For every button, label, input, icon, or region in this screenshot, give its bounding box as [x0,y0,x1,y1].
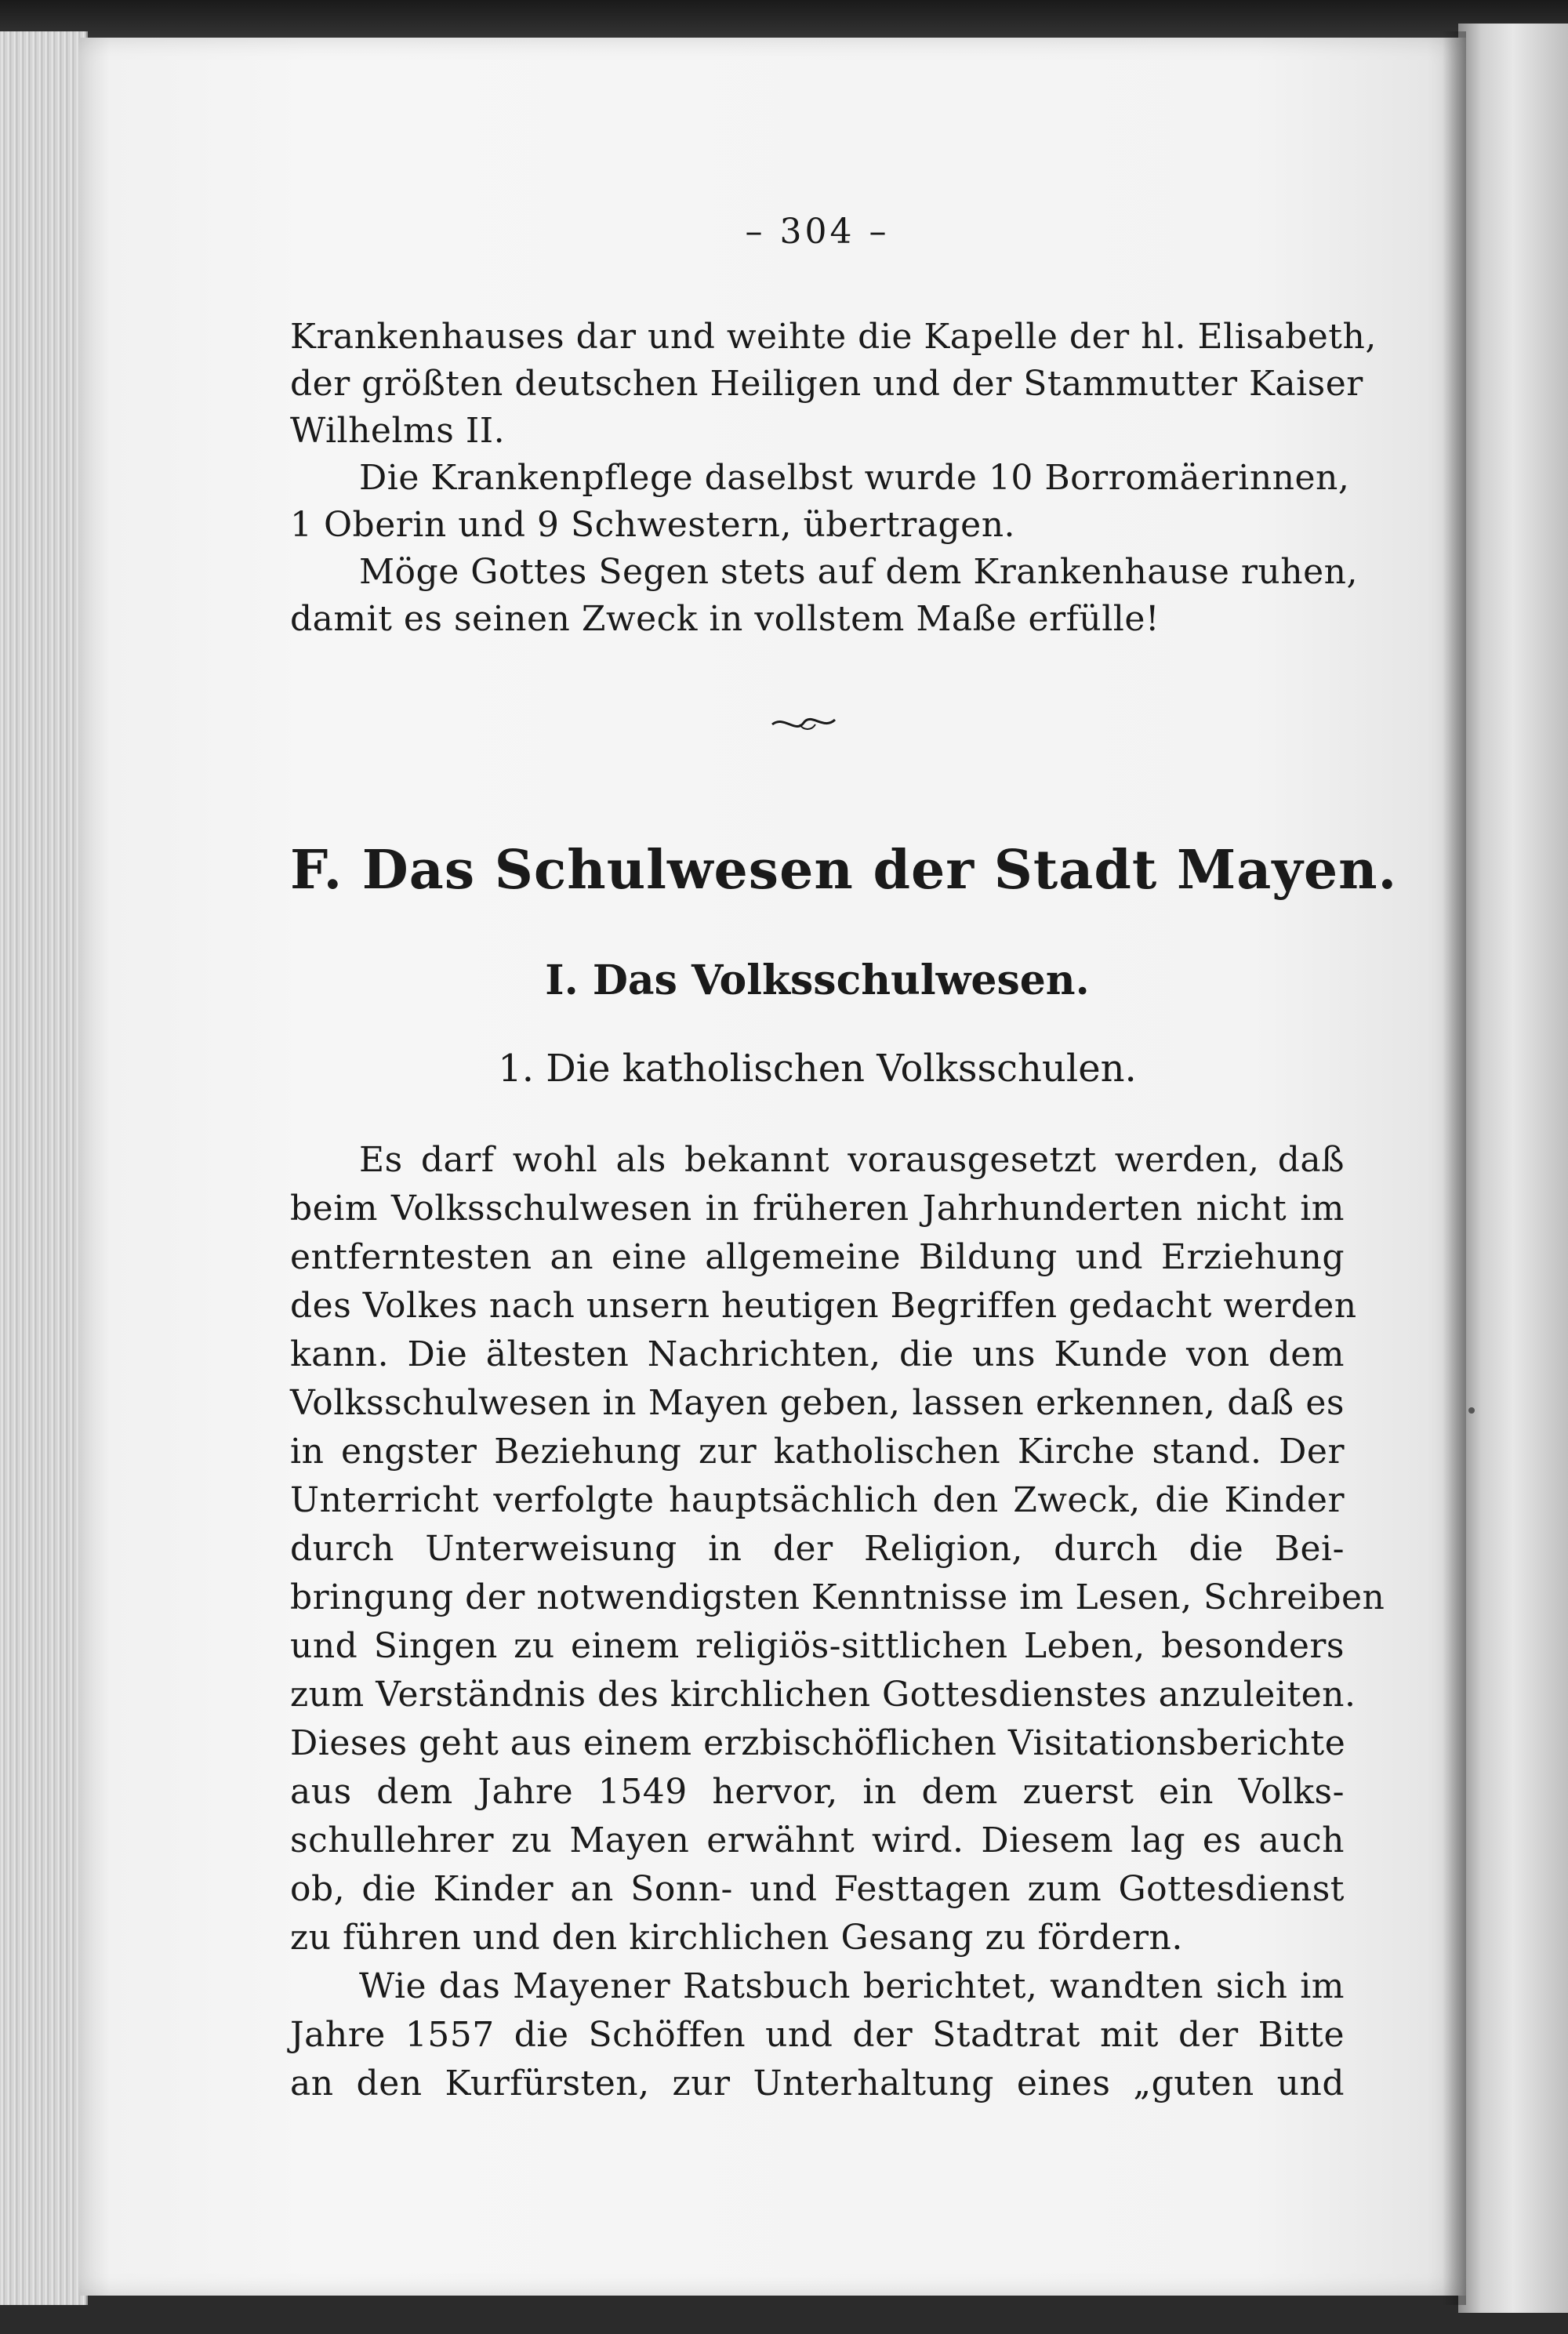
body-line: damit es seinen Zweck in vollstem Maße erfülle! [290,599,1160,639]
body-line: in engster Beziehung zur katholischen Kirche stand. Der [290,1432,1345,1472]
page-number: – 304 – [745,212,890,252]
body-line: Wie das Mayener Ratsbuch berichtet, wandten sich im [359,1966,1345,2006]
body-line: Dieses geht aus einem erzbischöflichen Visitationsberichte [290,1723,1346,1763]
page-stack-right [1458,24,1568,2313]
body-line: beim Volksschulwesen in früheren Jahrhunderten nicht im [290,1189,1345,1229]
body-line: Jahre 1557 die Schöffen und der Stadtrat mit der Bitte [290,2015,1345,2055]
body-line: durch Unterweisung in der Religion, durch die Bei- [290,1529,1345,1569]
body-line: kann. Die ältesten Nachrichten, die uns Kunde von dem [290,1334,1345,1374]
body-line: Wilhelms II. [290,411,506,451]
body-line: zum Verständnis des kirchlichen Gottesdienstes anzuleiten. [290,1675,1356,1715]
body-line: Volksschulwesen in Mayen geben, lassen erkennen, daß es [290,1383,1345,1423]
body-line: an den Kurfürsten, zur Unterhaltung eines „guten und [290,2064,1345,2104]
body-line: des Volkes nach unsern heutigen Begriffen gedacht werden [290,1286,1357,1326]
body-line: schullehrer zu Mayen erwähnt wird. Diesem lag es auch [290,1820,1345,1860]
dust-speck [1468,1407,1475,1414]
body-line: Die Krankenpflege daselbst wurde 10 Borromäerinnen, [359,458,1350,498]
body-line: Es darf wohl als bekannt vorausgesetzt werden, daß [359,1140,1345,1180]
body-line: zu führen und den kirchlichen Gesang zu fördern. [290,1918,1183,1958]
body-line: bringung der notwendigsten Kenntnisse im Lesen, Schreiben [290,1577,1385,1617]
subsection-title: I. Das Volksschulwesen. [545,956,1090,1004]
subsubsection-title: 1. Die katholischen Volksschulen. [498,1047,1137,1091]
page-stack-left [0,31,88,2305]
body-line: Möge Gottes Segen stets auf dem Krankenhause ruhen, [359,552,1358,592]
body-line: der größten deutschen Heiligen und der Stammutter Kaiser [290,364,1363,404]
body-line: 1 Oberin und 9 Schwestern, übertragen. [290,505,1016,545]
page-curl-shadow [1443,31,1466,2305]
section-title: F. Das Schulwesen der Stadt Mayen. [290,839,1398,902]
body-line: Unterricht verfolgte hauptsächlich den Zweck, die Kinder [290,1480,1345,1520]
body-line: entferntesten an eine allgemeine Bildung und Erziehung [290,1237,1345,1277]
body-line: Krankenhauses dar und weihte die Kapelle der hl. Elisabeth, [290,317,1377,357]
body-line: aus dem Jahre 1549 hervor, in dem zuerst ein Volks- [290,1772,1345,1812]
body-line: und Singen zu einem religiös-sittlichen Leben, besonders [290,1626,1345,1666]
ornament-icon [768,707,839,739]
body-line: ob, die Kinder an Sonn- und Festtagen zum Gottesdienst [290,1869,1345,1909]
